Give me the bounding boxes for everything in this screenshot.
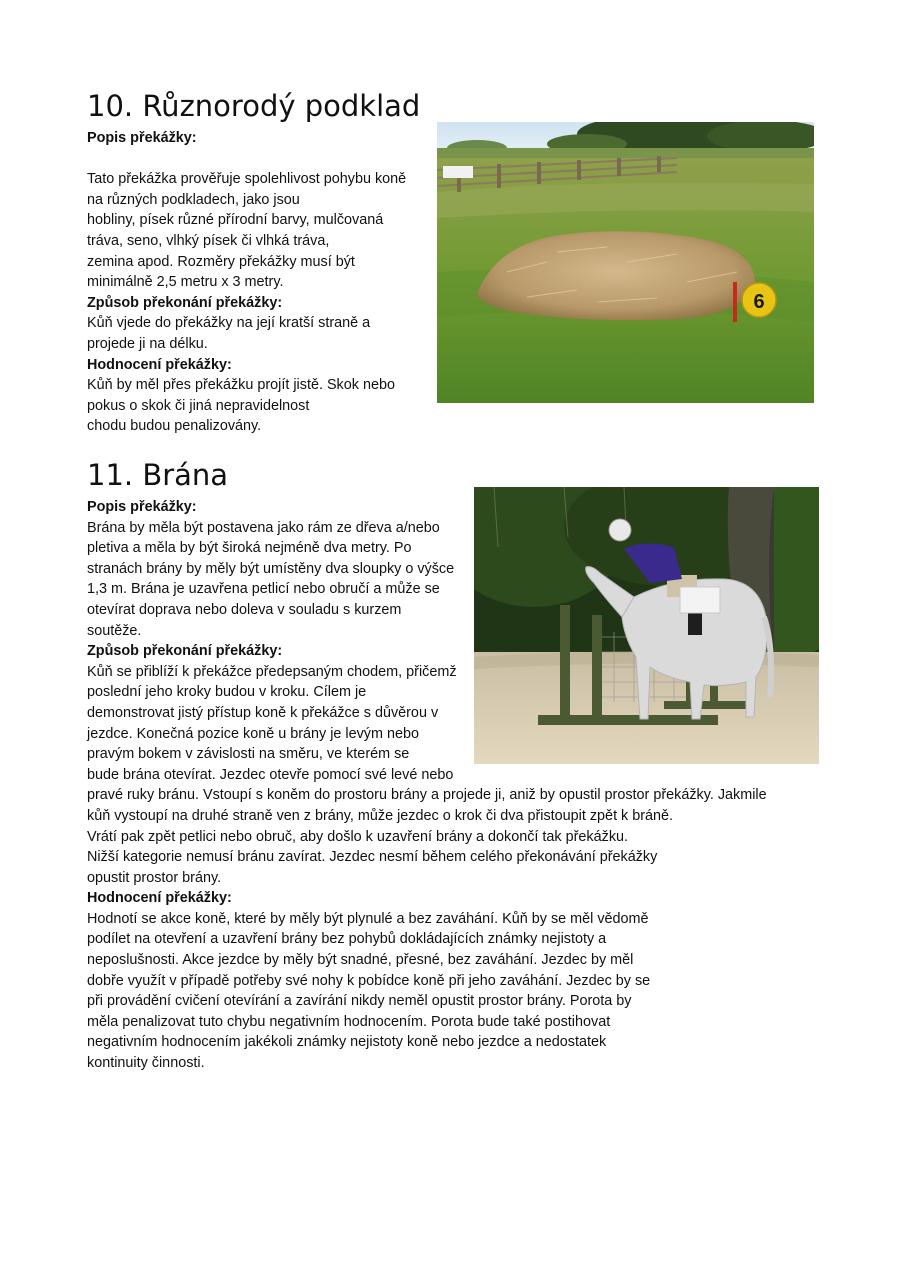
paragraph-line: dobře využít v případě potřeby své nohy k pobídce koně při jeho zaváhání. Jezdec by se [87,972,651,989]
paragraph-line: minimálně 2,5 metru x 3 metry. [87,274,284,291]
paragraph-line: pokus o skok či jiná nepravidelnost [87,397,310,414]
paragraph-line: negativním hodnocením jakékoli známky nejistoty koně nebo jezdce a nedostatek [87,1034,607,1051]
blank-line [87,149,432,170]
paragraph-line: tráva, seno, vlhký písek či vlhká tráva, [87,232,330,249]
paragraph-line: pletiva a měla by být široká nejméně dva metry. Po [87,540,412,557]
paragraph-line: při provádění cvičení otevírání a zavírání nikdy neměl opustit prostor brány. Porota by [87,993,632,1010]
section-11-heading: 11. Brána [87,458,229,492]
paragraph-line: neposlušnosti. Akce jezdce by měly být snadné, přesné, bez zaváhání. Jezdec by měl [87,952,634,969]
paragraph-line: kontinuity činnosti. [87,1055,205,1072]
paragraph-line: pravým bokem v závislosti na směru, ve kterém se [87,746,410,763]
paragraph-line: Kůň vjede do překážky na její kratší straně a [87,315,371,332]
subheading: Způsob překonání překážky: [87,294,283,311]
paragraph-line: Kůň se přiblíží k překážce předepsaným chodem, přičemž [87,663,457,680]
paragraph-line: stranách brány by měly být umístěny dva sloupky o výšce [87,560,455,577]
paragraph-line: zemina apod. Rozměry překážky musí být [87,253,355,270]
paragraph-line: demonstrovat jistý přístup koně k překážce s důvěrou v [87,704,439,721]
subheading: Hodnocení překážky: [87,356,232,373]
paragraph-line: Brána by měla být postavena jako rám ze dřeva a/nebo [87,519,440,536]
paragraph-line: Hodnotí se akce koně, které by měly být plynulé a bez zaváhání. Kůň by se měl vědomě [87,910,649,927]
paragraph-line: poslední jeho kroky budou v kroku. Cílem je [87,684,367,701]
paragraph-line: hobliny, písek různé přírodní barvy, mulčovaná [87,212,384,229]
paragraph-line: Kůň by měl přes překážku projít jistě. Skok nebo [87,377,395,394]
paragraph-line: Nižší kategorie nemusí bránu zavírat. Jezdec nesmí během celého překonávání překážky [87,849,658,866]
paragraph-line: pravé ruky bránu. Vstoupí s koněm do prostoru brány a projede ji, aniž by opustil prostor překážky. Jakmile [87,787,767,804]
section-10-heading: 10. Různorodý podklad [87,89,421,123]
paragraph-line: jezdce. Konečná pozice koně u brány je levým nebo [87,725,419,742]
subheading: Hodnocení překážky: [87,890,232,907]
paragraph-line: kůň vystoupí na druhé straně ven z brány, může jezdec o krok či dva přistoupit zpět k bráně. [87,807,674,824]
paragraph-line: měla penalizovat tuto chybu negativním hodnocením. Porota bude také postihovat [87,1013,611,1030]
subheading: Způsob překonání překážky: [87,643,283,660]
paragraph-line: projede ji na délku. [87,335,208,352]
paragraph-line: na různých podkladech, jako jsou [87,191,300,208]
paragraph-line: 1,3 m. Brána je uzavřena petlicí nebo obručí a může se [87,581,440,598]
paragraph-line: opustit prostor brány. [87,869,222,886]
paragraph-line: Vrátí pak zpět petlici nebo obruč, aby došlo k uzavření brány a dokončí tak překážku. [87,828,629,845]
paragraph-line: otevírat doprava nebo doleva v souladu s kurzem [87,601,402,618]
hay-pile-photo [437,122,814,403]
subheading: Popis překážky: [87,499,197,515]
paragraph-line: podílet na otevření a uzavření brány bez pohybů dokládajících známky nejistoty a [87,931,607,948]
paragraph-line: soutěže. [87,622,142,639]
paragraph-line: chodu budou penalizovány. [87,418,262,435]
paragraph-line: bude brána otevírat. Jezdec otevře pomocí své levé nebo [87,766,454,783]
horse-gate-photo [474,487,819,764]
subheading: Popis překážky: [87,130,197,146]
marker-number: 6 [753,291,765,313]
paragraph-line: Tato překážka prověřuje spolehlivost pohybu koně [87,171,407,188]
section-10-text [87,128,432,437]
